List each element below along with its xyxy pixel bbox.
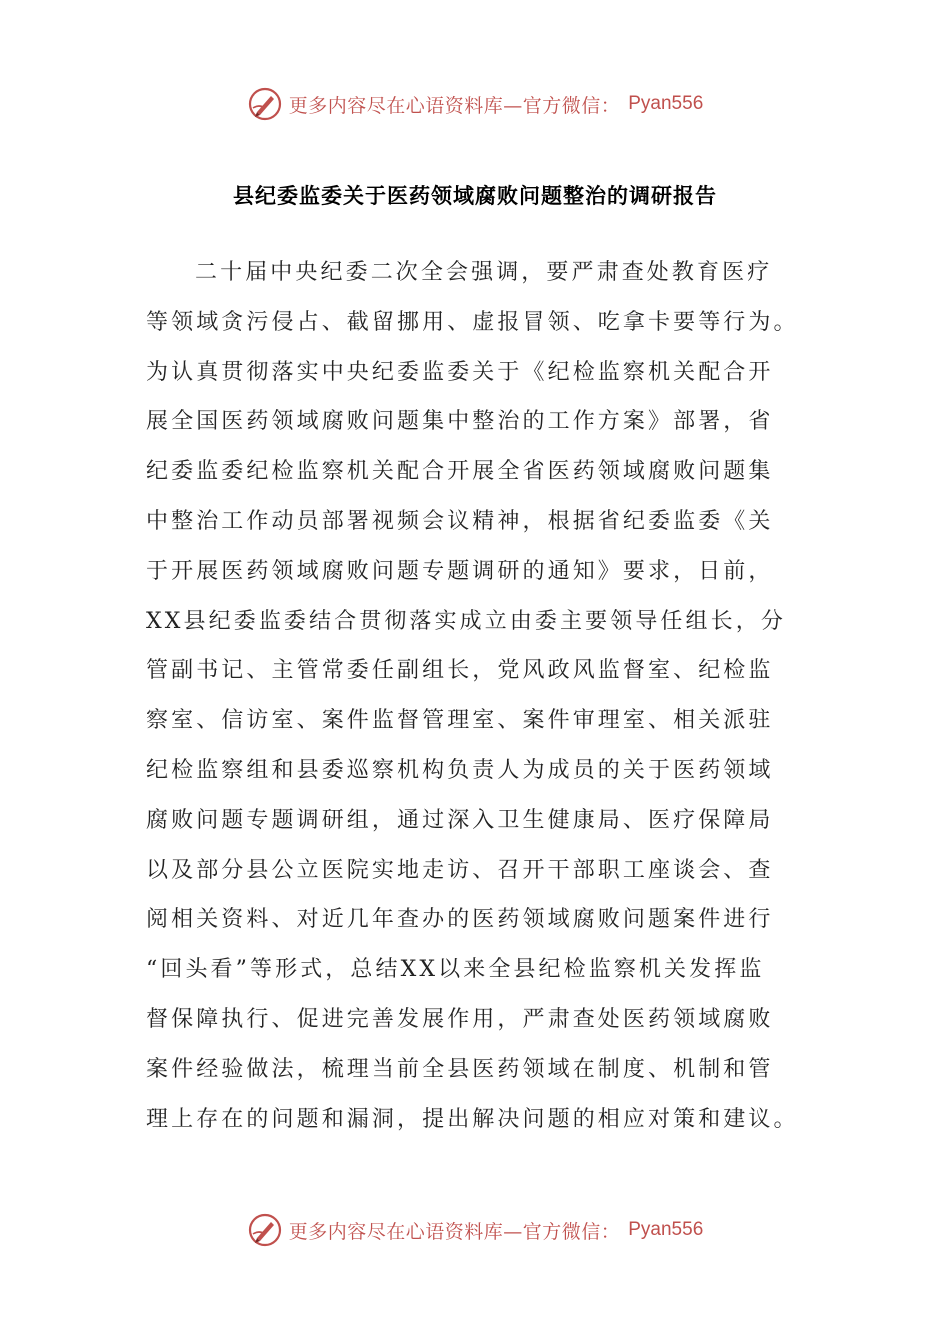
paragraph-line: XX县纪委监委结合贯彻落实成立由委主要领导任组长，分 (146, 608, 786, 634)
paragraph-line: 纪委监委纪检监察机关配合开展全省医药领域腐败问题集 (146, 459, 774, 485)
paragraph-line: 腐败问题专题调研组，通过深入卫生健康局、医疗保障局 (146, 807, 774, 833)
pen-logo-icon (247, 86, 283, 122)
paragraph-line: 展全国医药领域腐败问题集中整治的工作方案》部署，省 (146, 409, 774, 435)
paragraph-line: 于开展医药领域腐败问题专题调研的通知》要求，日前， (146, 558, 774, 584)
paragraph-line: 督保障执行、促进完善发展作用，严肃查处医药领域腐败 (146, 1006, 774, 1032)
watermark-text: 更多内容尽在心语资料库—官方微信： (288, 94, 621, 117)
header-watermark (0, 82, 950, 126)
paragraph-line: 管副书记、主管常委任副组长，党风政风监督室、纪检监 (146, 658, 774, 684)
paragraph-line: 案件经验做法，梳理当前全县医药领域在制度、机制和管 (146, 1056, 774, 1082)
paragraph-line: “回头看”等形式，总结XX以来全县纪检监察机关发挥监 (146, 957, 765, 983)
paragraph-line: 察室、信访室、案件监督管理室、案件审理室、相关派驻 (146, 708, 774, 734)
paragraph-line: 理上存在的问题和漏洞，提出解决问题的相应对策和建议。 (146, 1106, 799, 1132)
paragraph-line: 以及部分县公立医院实地走访、召开干部职工座谈会、查 (146, 857, 774, 883)
paragraph-line: 为认真贯彻落实中央纪委监委关于《纪检监察机关配合开 (146, 359, 774, 385)
body-paragraph (146, 248, 798, 1144)
paragraph-line: 中整治工作动员部署视频会议精神，根据省纪委监委《关 (146, 508, 774, 534)
pen-logo-icon (247, 1212, 283, 1248)
paragraph-line: 等领域贪污侵占、截留挪用、虚报冒领、吃拿卡要等行为。 (146, 309, 799, 335)
paragraph-line: 纪检监察组和县委巡察机构负责人为成员的关于医药领域 (146, 757, 774, 783)
paragraph-line: 二十届中央纪委二次全会强调，要严肃查处教育医疗 (195, 260, 773, 285)
wechat-id: Pyan556 (628, 93, 704, 114)
footer-watermark (0, 1208, 950, 1252)
watermark-text: 更多内容尽在心语资料库—官方微信： (288, 1220, 621, 1243)
document-title: 县纪委监委关于医药领域腐败问题整治的调研报告 (233, 183, 717, 208)
wechat-id: Pyan556 (628, 1219, 704, 1240)
paragraph-line: 阅相关资料、对近几年查办的医药领域腐败问题案件进行 (146, 907, 774, 933)
